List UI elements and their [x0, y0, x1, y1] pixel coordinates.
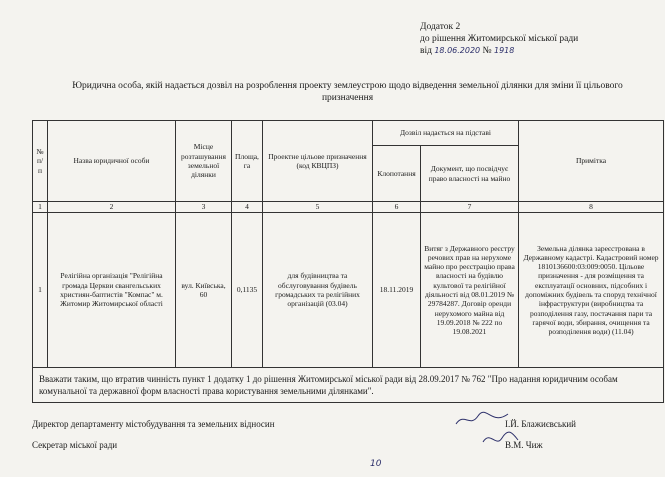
- row-area: 0,1135: [232, 213, 263, 368]
- row-num: 1: [33, 213, 48, 368]
- index-cell: 7: [421, 202, 519, 213]
- secretary-title: Секретар міської ради: [32, 440, 118, 450]
- table-row: [33, 213, 664, 368]
- index-cell: 6: [373, 202, 421, 213]
- row-entity: Релігійна організація "Релігійна громада Церкви євангельських християн-баптистів "Компас" м. Житомир Житомирської області: [48, 213, 176, 368]
- index-cell: 4: [232, 202, 263, 213]
- row-purpose: для будівництва та обслуговування будівель громадських та релігійних організацій (03.04): [263, 213, 373, 368]
- header-document: Документ, що посвідчує право власності на майно: [421, 146, 519, 202]
- director-title: Директор департаменту містобудування та земельних відносин: [32, 419, 275, 429]
- row-document: Витяг з Державного реєстру речових прав на нерухоме майно про реєстрацію права власності на будівлю культової та релігійної діяльності від 08.01.2019 № 29784287. Договір оренди нерухомого майна від 19.09.2018 № 222 по 19.08.2021: [421, 213, 519, 368]
- header-num: № п/п: [33, 121, 48, 202]
- appendix-title: Додаток 2: [420, 22, 461, 32]
- handwritten-date: 18.06.2020: [434, 46, 481, 55]
- director-signature-icon: [452, 408, 512, 430]
- appendix-date-line: від 18.06.2020 № 1918: [420, 46, 515, 56]
- table-note: Вважати таким, що втратив чинність пункт 1 додатку 1 до рішення Житомирської міської ради від 28.09.2017 № 762 "Про надання юридичним особам комунальної та державної форм власності права користування земельними ділянками".: [33, 368, 664, 403]
- secretary-name: В.М. Чиж: [505, 440, 543, 450]
- index-cell: 2: [48, 202, 176, 213]
- index-cell: 8: [519, 202, 664, 213]
- index-row: [33, 202, 664, 213]
- table-header-row: [33, 121, 664, 146]
- document-heading: Юридична особа, якій надається дозвіл на розроблення проекту землеустрою щодо відведення земельної ділянки для зміни її цільового призначення: [72, 81, 623, 103]
- handwritten-number: 1918: [493, 46, 515, 55]
- permission-table: [32, 120, 664, 403]
- appendix-header: [420, 22, 578, 58]
- header-petition: Клопотання: [373, 146, 421, 202]
- header-location: Місце розташування земельної ділянки: [176, 121, 232, 202]
- appendix-decision: до рішення Житомирської міської ради: [420, 33, 579, 44]
- director-name: І.Й. Блажиєвський: [505, 419, 576, 429]
- header-purpose: Проектне цільове призначення (код КВЦПЗ): [263, 121, 373, 202]
- index-cell: 5: [263, 202, 373, 213]
- note-row: [33, 368, 664, 403]
- index-cell: 1: [33, 202, 48, 213]
- header-remarks: Примітка: [519, 121, 664, 202]
- page-number: 10: [370, 459, 382, 469]
- row-location: вул. Київська, 60: [176, 213, 232, 368]
- header-entity: Назва юридичної особи: [48, 121, 176, 202]
- header-permission-group: Дозвіл надається на підставі: [373, 121, 519, 146]
- header-area: Площа, га: [232, 121, 263, 202]
- index-cell: 3: [176, 202, 232, 213]
- row-petition: 18.11.2019: [373, 213, 421, 368]
- row-remarks: Земельна ділянка зареєстрована в Державному кадастрі. Кадастровий номер 1810136600:03:009:0050. Цільове призначення - для розміщення та експлуатації основних, підсобних і допоміжних будівель та споруд технічної інфраструктури (виробництва та розподілення газу, постачання пари та гарячої води, збирання, очищення та розподілення води) (11.04): [519, 213, 664, 368]
